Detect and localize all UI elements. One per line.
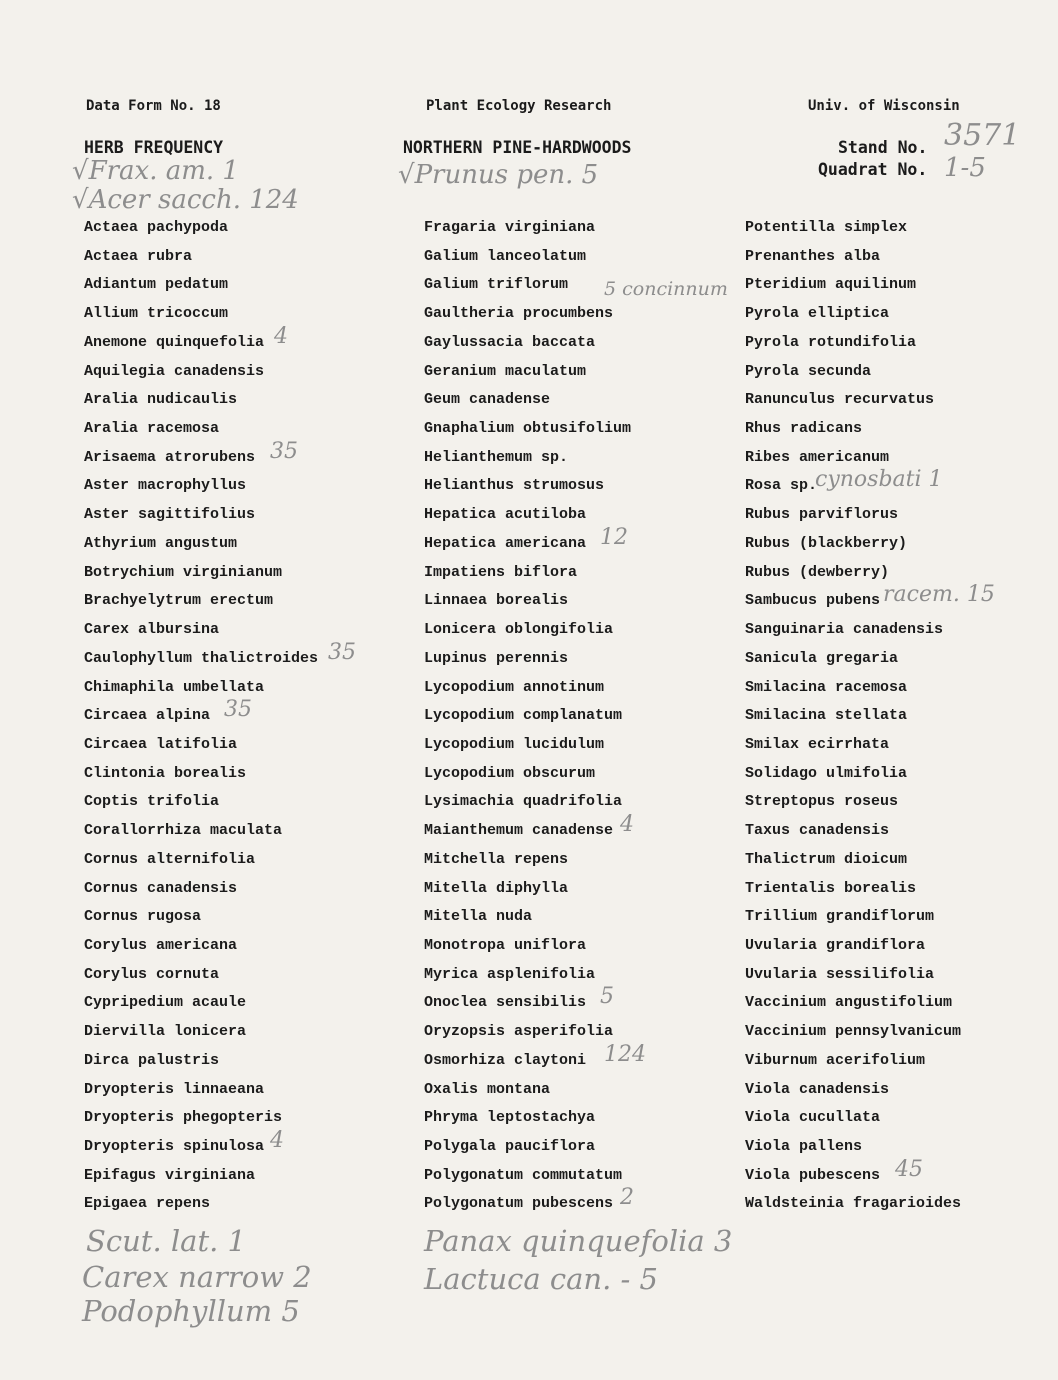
species-row bbox=[745, 619, 961, 648]
species-name: Polygonatum pubescens bbox=[424, 1195, 614, 1213]
species-name: Adiantum pedatum bbox=[84, 276, 229, 294]
species-row bbox=[424, 1107, 631, 1136]
species-row bbox=[424, 217, 631, 246]
handwritten-annotation: 124 bbox=[604, 1041, 646, 1067]
species-name: Taxus canadensis bbox=[745, 822, 890, 840]
species-row bbox=[84, 438, 318, 476]
species-name: Mitchella repens bbox=[424, 850, 569, 868]
species-name: Phryma leptostachya bbox=[424, 1109, 596, 1127]
species-name: Hepatica acutiloba bbox=[424, 506, 587, 524]
species-row bbox=[424, 849, 631, 878]
quadrat-value: 1-5 bbox=[944, 153, 986, 183]
species-name: Lupinus perennis bbox=[424, 649, 569, 667]
species-row bbox=[84, 1165, 318, 1194]
species-name: Helianthemum sp. bbox=[424, 448, 569, 466]
handwritten-bottom-carex: Carex narrow 2 bbox=[82, 1260, 312, 1294]
species-row bbox=[424, 361, 631, 390]
species-row bbox=[745, 1136, 961, 1165]
species-name: Lycopodium obscurum bbox=[424, 764, 596, 782]
species-row bbox=[84, 1079, 318, 1108]
handwritten-note-acer: √Acer sacch. 124 bbox=[72, 185, 299, 215]
species-row bbox=[745, 418, 961, 447]
species-row bbox=[745, 1021, 961, 1050]
species-name: Smilax ecirrhata bbox=[745, 735, 890, 753]
species-row bbox=[745, 935, 961, 964]
species-name: Helianthus strumosus bbox=[424, 477, 605, 495]
species-row bbox=[84, 533, 318, 562]
species-row bbox=[424, 389, 631, 418]
handwritten-bottom-scut: Scut. lat. 1 bbox=[86, 1224, 246, 1258]
species-row bbox=[745, 1079, 961, 1108]
species-name: Galium lanceolatum bbox=[424, 247, 587, 265]
species-column-2 bbox=[424, 217, 728, 1222]
university: Univ. of Wisconsin bbox=[808, 98, 960, 114]
species-row bbox=[745, 217, 961, 246]
species-name: Dirca palustris bbox=[84, 1051, 220, 1069]
species-row bbox=[84, 677, 318, 706]
species-row bbox=[424, 906, 631, 935]
species-name: Actaea pachypoda bbox=[84, 219, 229, 236]
species-name: Cornus alternifolia bbox=[84, 850, 256, 868]
species-row bbox=[84, 562, 318, 591]
species-row bbox=[424, 274, 728, 303]
species-name: Aralia nudicaulis bbox=[84, 391, 238, 409]
species-row bbox=[84, 1021, 318, 1050]
form-number: Data Form No. 18 bbox=[86, 98, 221, 114]
species-row bbox=[84, 389, 318, 418]
species-row bbox=[745, 332, 961, 361]
species-name: Polygonatum commutatum bbox=[424, 1166, 623, 1184]
species-name: Uvularia grandiflora bbox=[745, 936, 926, 954]
species-name: Dryopteris linnaeana bbox=[84, 1080, 265, 1098]
species-name: Circaea latifolia bbox=[84, 735, 238, 753]
species-name: Aralia racemosa bbox=[84, 420, 220, 438]
species-row bbox=[424, 332, 631, 361]
species-name: Viola pubescens bbox=[745, 1166, 881, 1184]
species-name: Streptopus roseus bbox=[745, 793, 899, 811]
handwritten-bottom-panax: Panax quinquefolia 3 bbox=[424, 1224, 733, 1258]
species-row bbox=[424, 619, 631, 648]
handwritten-note-prunus: √Prunus pen. 5 bbox=[398, 160, 599, 190]
species-name: Rubus (blackberry) bbox=[745, 534, 908, 552]
species-name: Lysimachia quadrifolia bbox=[424, 793, 623, 811]
species-row bbox=[745, 1156, 961, 1194]
handwritten-annotation: 12 bbox=[600, 524, 628, 550]
species-name: Pyrola elliptica bbox=[745, 305, 890, 323]
quadrat-label: Quadrat No. bbox=[818, 160, 928, 179]
species-row bbox=[424, 705, 631, 734]
species-column-1 bbox=[84, 217, 356, 1222]
species-name: Corallorrhiza maculata bbox=[84, 822, 283, 840]
species-row bbox=[745, 361, 961, 390]
species-name: Caulophyllum thalictroides bbox=[84, 649, 319, 667]
handwritten-annotation: 4 bbox=[274, 323, 288, 349]
organization: Plant Ecology Research bbox=[426, 98, 612, 114]
handwritten-note-frax: √Frax. am. 1 bbox=[72, 156, 239, 186]
species-row bbox=[745, 791, 961, 820]
species-name: Cornus rugosa bbox=[84, 908, 202, 926]
stand-value: 3571 bbox=[944, 118, 1021, 153]
species-name: Botrychium virginianum bbox=[84, 563, 283, 581]
species-row bbox=[84, 878, 318, 907]
species-name: Viola canadensis bbox=[745, 1080, 890, 1098]
species-name: Actaea rubra bbox=[84, 247, 193, 265]
species-name: Trillium grandiflorum bbox=[745, 908, 935, 926]
community-name: NORTHERN PINE-HARDWOODS bbox=[403, 138, 632, 157]
species-row bbox=[84, 274, 318, 303]
species-name: Monotropa uniflora bbox=[424, 936, 587, 954]
handwritten-annotation: 35 bbox=[270, 438, 298, 464]
species-name: Oxalis montana bbox=[424, 1080, 551, 1098]
species-name: Anemone quinquefolia bbox=[84, 333, 265, 351]
species-name: Diervilla lonicera bbox=[84, 1023, 247, 1041]
species-row bbox=[424, 1185, 634, 1222]
species-row bbox=[745, 648, 961, 677]
species-name: Viola pallens bbox=[745, 1138, 863, 1155]
species-row bbox=[424, 984, 631, 1021]
species-name: Geum canadense bbox=[424, 391, 551, 409]
species-name: Athyrium angustum bbox=[84, 534, 238, 552]
species-name: Vaccinium angustifolium bbox=[745, 994, 953, 1012]
species-name: Viburnum acerifolium bbox=[745, 1051, 926, 1069]
handwritten-annotation: 4 bbox=[620, 812, 634, 838]
species-name: Sanguinaria canadensis bbox=[745, 621, 944, 639]
species-name: Ribes americanum bbox=[745, 448, 890, 466]
species-name: Maianthemum canadense bbox=[424, 822, 614, 840]
species-name: Geranium maculatum bbox=[424, 362, 587, 380]
species-row bbox=[84, 590, 318, 619]
handwritten-annotation: racem. 15 bbox=[883, 582, 995, 608]
species-row bbox=[424, 524, 631, 562]
species-row bbox=[745, 820, 961, 849]
species-row bbox=[84, 619, 318, 648]
species-row bbox=[424, 1021, 631, 1050]
species-row bbox=[84, 246, 318, 275]
handwritten-annotation: 5 concinnum bbox=[604, 278, 728, 301]
species-row bbox=[745, 878, 961, 907]
species-row bbox=[745, 964, 961, 993]
handwritten-annotation: 5 bbox=[600, 984, 614, 1010]
species-name: Lycopodium lucidulum bbox=[424, 735, 605, 753]
species-row bbox=[745, 906, 961, 935]
species-name: Allium tricoccum bbox=[84, 305, 229, 323]
handwritten-annotation: 2 bbox=[620, 1185, 634, 1211]
species-name: Lonicera oblongifolia bbox=[424, 621, 614, 639]
species-row bbox=[424, 791, 631, 820]
species-name: Potentilla simplex bbox=[745, 219, 908, 236]
species-name: Impatiens biflora bbox=[424, 563, 578, 581]
species-row bbox=[745, 705, 961, 734]
species-name: Waldsteinia fragarioides bbox=[745, 1195, 962, 1213]
handwritten-bottom-podophyllum: Podophyllum 5 bbox=[82, 1294, 300, 1328]
species-name: Epigaea repens bbox=[84, 1195, 211, 1213]
species-name: Sanicula gregaria bbox=[745, 649, 899, 667]
species-row bbox=[745, 1107, 961, 1136]
species-name: Cypripedium acaule bbox=[84, 994, 247, 1012]
species-name: Coptis trifolia bbox=[84, 793, 220, 811]
species-row bbox=[84, 504, 318, 533]
species-name: Arisaema atrorubens bbox=[84, 448, 256, 466]
species-row bbox=[745, 533, 961, 562]
species-row bbox=[424, 878, 631, 907]
species-name: Lycopodium complanatum bbox=[424, 707, 623, 725]
handwritten-bottom-lactuca: Lactuca can. - 5 bbox=[424, 1262, 658, 1296]
species-name: Aster sagittifolius bbox=[84, 506, 256, 524]
handwritten-annotation: 35 bbox=[328, 639, 356, 665]
species-name: Circaea alpina bbox=[84, 707, 211, 725]
species-row bbox=[424, 590, 631, 619]
species-row bbox=[84, 791, 318, 820]
species-row bbox=[84, 217, 318, 246]
species-name: Mitella diphylla bbox=[424, 879, 569, 897]
handwritten-annotation: 45 bbox=[895, 1156, 923, 1182]
species-row bbox=[745, 246, 961, 275]
species-row bbox=[424, 1041, 646, 1079]
species-row bbox=[424, 447, 631, 476]
handwritten-annotation: cynosbati 1 bbox=[815, 467, 943, 493]
species-name: Mitella nuda bbox=[424, 908, 533, 926]
species-row bbox=[745, 992, 961, 1021]
species-name: Pteridium aquilinum bbox=[745, 276, 917, 294]
species-row bbox=[745, 467, 961, 504]
species-name: Hepatica americana bbox=[424, 534, 587, 552]
species-name: Pyrola rotundifolia bbox=[745, 333, 917, 351]
species-name: Onoclea sensibilis bbox=[424, 994, 587, 1012]
species-row bbox=[84, 323, 318, 361]
species-row bbox=[745, 734, 961, 763]
species-row bbox=[84, 906, 318, 935]
species-name: Prenanthes alba bbox=[745, 247, 881, 265]
handwritten-annotation: 35 bbox=[224, 697, 252, 723]
species-column-3 bbox=[745, 217, 995, 1222]
species-name: Corylus americana bbox=[84, 936, 238, 954]
species-row bbox=[84, 361, 318, 390]
species-row bbox=[745, 274, 961, 303]
handwritten-annotation: 4 bbox=[270, 1128, 284, 1153]
species-row bbox=[424, 475, 631, 504]
species-name: Corylus cornuta bbox=[84, 965, 220, 983]
species-row bbox=[84, 1128, 318, 1165]
species-row bbox=[745, 504, 961, 533]
species-row bbox=[424, 246, 631, 275]
species-row bbox=[84, 1050, 318, 1079]
species-row bbox=[745, 677, 961, 706]
species-name: Vaccinium pennsylvanicum bbox=[745, 1023, 962, 1041]
species-name: Trientalis borealis bbox=[745, 879, 917, 897]
species-name: Cornus canadensis bbox=[84, 879, 238, 897]
species-name: Uvularia sessilifolia bbox=[745, 965, 935, 983]
species-row bbox=[424, 1165, 631, 1194]
species-row bbox=[84, 1193, 318, 1222]
species-row bbox=[424, 418, 631, 447]
species-name: Fragaria virginiana bbox=[424, 219, 596, 236]
species-name: Polygala pauciflora bbox=[424, 1138, 596, 1155]
species-row bbox=[84, 849, 318, 878]
species-row bbox=[84, 734, 318, 763]
species-name: Osmorhiza claytoni bbox=[424, 1051, 587, 1069]
species-row bbox=[424, 562, 631, 591]
species-name: Brachyelytrum erectum bbox=[84, 592, 274, 610]
species-name: Chimaphila umbellata bbox=[84, 678, 265, 696]
species-name: Galium triflorum bbox=[424, 276, 569, 294]
species-row bbox=[424, 763, 631, 792]
species-row bbox=[424, 677, 631, 706]
species-row bbox=[424, 734, 631, 763]
species-name: Rubus (dewberry) bbox=[745, 563, 890, 581]
species-name: Dryopteris phegopteris bbox=[84, 1109, 283, 1127]
species-name: Aquilegia canadensis bbox=[84, 362, 265, 380]
species-name: Gaylussacia baccata bbox=[424, 333, 596, 351]
species-name: Linnaea borealis bbox=[424, 592, 569, 610]
species-row bbox=[84, 964, 318, 993]
species-name: Oryzopsis asperifolia bbox=[424, 1023, 614, 1041]
species-row bbox=[424, 935, 631, 964]
species-row bbox=[745, 303, 961, 332]
species-name: Sambucus pubens bbox=[745, 592, 881, 610]
species-name: Solidago ulmifolia bbox=[745, 764, 908, 782]
species-row bbox=[84, 763, 318, 792]
species-name: Rubus parviflorus bbox=[745, 506, 899, 524]
species-row bbox=[745, 763, 961, 792]
form-title: HERB FREQUENCY bbox=[84, 138, 224, 157]
species-name: Thalictrum dioicum bbox=[745, 850, 908, 868]
species-name: Clintonia borealis bbox=[84, 764, 247, 782]
species-name: Viola cucullata bbox=[745, 1109, 881, 1127]
species-row bbox=[424, 1079, 631, 1108]
species-row bbox=[424, 1136, 631, 1165]
species-row bbox=[745, 389, 961, 418]
species-row bbox=[745, 1193, 961, 1222]
species-name: Rosa sp. bbox=[745, 477, 818, 495]
species-row bbox=[84, 935, 318, 964]
species-row bbox=[424, 648, 631, 677]
species-row bbox=[424, 303, 631, 332]
species-row bbox=[84, 992, 318, 1021]
species-name: Aster macrophyllus bbox=[84, 477, 247, 495]
stand-label: Stand No. bbox=[838, 138, 928, 157]
species-name: Rhus radicans bbox=[745, 420, 863, 438]
species-row bbox=[84, 639, 356, 677]
species-name: Gnaphalium obtusifolium bbox=[424, 420, 632, 438]
species-row bbox=[745, 582, 995, 619]
species-row bbox=[424, 812, 634, 849]
species-name: Smilacina stellata bbox=[745, 707, 908, 725]
species-name: Carex albursina bbox=[84, 621, 220, 639]
species-name: Smilacina racemosa bbox=[745, 678, 908, 696]
species-row bbox=[84, 820, 318, 849]
species-name: Pyrola secunda bbox=[745, 362, 872, 380]
species-row bbox=[84, 475, 318, 504]
species-name: Gaultheria procumbens bbox=[424, 305, 614, 323]
species-name: Ranunculus recurvatus bbox=[745, 391, 935, 409]
species-row bbox=[745, 1050, 961, 1079]
species-name: Lycopodium annotinum bbox=[424, 678, 605, 696]
species-name: Epifagus virginiana bbox=[84, 1166, 256, 1184]
species-row bbox=[84, 697, 318, 734]
species-name: Myrica asplenifolia bbox=[424, 965, 596, 983]
species-name: Dryopteris spinulosa bbox=[84, 1138, 265, 1155]
species-row bbox=[745, 849, 961, 878]
